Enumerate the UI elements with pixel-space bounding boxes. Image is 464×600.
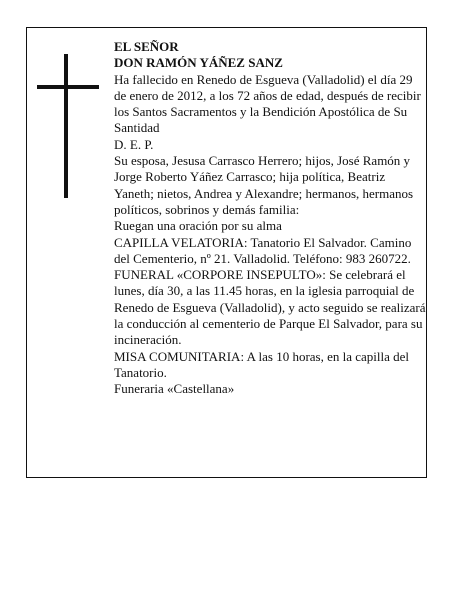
prayer-request: Ruegan una oración por su alma [114, 218, 282, 234]
latin-cross-icon [37, 54, 99, 198]
rip-line: D. E. P. [114, 136, 154, 152]
deceased-name: DON RAMÓN YÁÑEZ SANZ [114, 55, 283, 71]
death-announcement: Ha fallecido en Renedo de Esgueva (Valladolid) el día 29 de enero de 2012, a los 72 años de edad, después de recibir los Santos Sacramentos y la Bendición Apostólica de Su Santidad [114, 71, 421, 136]
funeral-info: FUNERAL «CORPORE INSEPULTO»: Se celebrará el lunes, día 30, a las 11.45 horas, en la iglesia parroquial de Renedo de Esgueva (Valladolid), y acto seguido se realizará la conducción al cementerio de Parque El Salvador, para su incineración. [114, 267, 426, 348]
family-list: Su esposa, Jesusa Carrasco Herrero; hijos, José Ramón y Jorge Roberto Yáñez Carrasco; hija política, Beatriz Yaneth; nietos, Andrea y Alexandre; hermanos, hermanos políticos, sobrinos y demás familia: [114, 153, 414, 217]
cross-vertical-bar [64, 54, 68, 198]
title-line-1: EL SEÑOR [114, 39, 179, 54]
funeral-home: Funeraria «Castellana» [114, 381, 235, 397]
mass-info: MISA COMUNITARIA: A las 10 horas, en la capilla del Tanatorio. [114, 348, 410, 380]
cross-horizontal-bar [37, 85, 99, 89]
chapel-info: CAPILLA VELATORIA: Tanatorio El Salvador. Camino del Cementerio, nº 21. Valladolid. Teléfono: 983 260722. [114, 234, 412, 266]
obituary-text [114, 39, 426, 398]
